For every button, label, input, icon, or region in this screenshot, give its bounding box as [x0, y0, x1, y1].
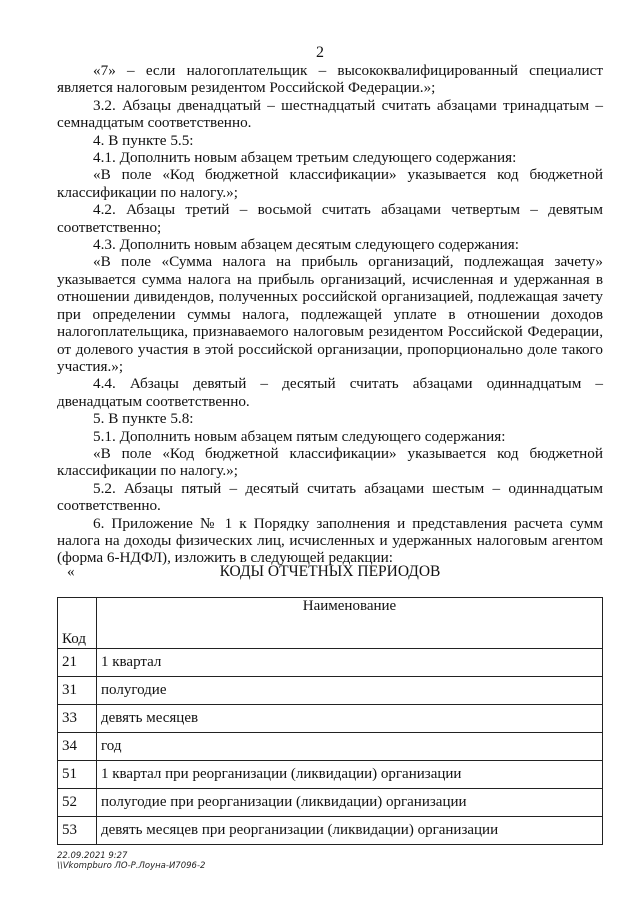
table-row — [58, 705, 603, 733]
paragraph: 6. Приложение № 1 к Порядку заполнения и представления расчета сумм налога на доходы физических лиц, исчисленных и удержанных налоговым агентом (форма 6-НДФЛ), изложить в следующей редакции: — [57, 514, 603, 567]
document-footer — [57, 851, 205, 871]
cell-code: 51 — [58, 761, 97, 789]
cell-code: 53 — [58, 817, 97, 845]
cell-name: полугодие при реорганизации (ликвидации) организации — [97, 789, 603, 817]
document-body — [57, 62, 603, 567]
cell-name: девять месяцев — [97, 705, 603, 733]
paragraph: 5.2. Абзацы пятый – десятый считать абзацами шестым – одиннадцатым соответственно. — [57, 479, 603, 515]
paragraph: «В поле «Код бюджетной классификации» указывается код бюджетной классификации по налогу.»; — [57, 166, 603, 201]
header-code: Код — [58, 598, 97, 649]
cell-code: 52 — [58, 789, 97, 817]
cell-name: 1 квартал при реорганизации (ликвидации) организации — [97, 761, 603, 789]
table-row — [58, 761, 603, 789]
paragraph: «В поле «Код бюджетной классификации» указывается код бюджетной классификации по налогу.»; — [57, 444, 603, 480]
paragraph: 5.1. Дополнить новым абзацем пятым следующего содержания: — [93, 427, 506, 445]
header-name: Наименование — [97, 598, 603, 649]
cell-name: 1 квартал — [97, 649, 603, 677]
paragraph: 4.2. Абзацы третий – восьмой считать абзацами четвертым – девятым соответственно; — [57, 201, 603, 236]
cell-code: 31 — [58, 677, 97, 705]
opening-quote: « — [67, 563, 75, 580]
paragraph: 4. В пункте 5.5: — [93, 131, 194, 149]
cell-name: год — [97, 733, 603, 761]
paragraph: 4.4. Абзацы девятый – десятый считать абзацами одиннадцатым – двенадцатым соответственно. — [57, 375, 603, 410]
paragraph: 4.3. Дополнить новым абзацем десятым следующего содержания: — [93, 236, 519, 254]
table-title: КОДЫ ОТЧЕТНЫХ ПЕРИОДОВ — [219, 563, 441, 580]
table-row — [58, 677, 603, 705]
table-row — [58, 733, 603, 761]
page-number: 2 — [316, 44, 324, 61]
table-header-row — [58, 598, 603, 649]
table-row — [58, 789, 603, 817]
footer-timestamp: 22.09.2021 9:27 — [57, 851, 128, 861]
cell-code: 33 — [58, 705, 97, 733]
cell-code: 34 — [58, 733, 97, 761]
cell-name: полугодие — [97, 677, 603, 705]
cell-name: девять месяцев при реорганизации (ликвидации) организации — [97, 817, 603, 845]
paragraph: 4.1. Дополнить новым абзацем третьим следующего содержания: — [93, 149, 517, 167]
reporting-periods-table — [57, 597, 603, 845]
footer-file-path: \\Vkompburo ЛО-Р.Лоуна-И7096-2 — [57, 861, 206, 871]
paragraph: 3.2. Абзацы двенадцатый – шестнадцатый считать абзацами тринадцатым – семнадцатым соответственно. — [57, 96, 603, 132]
paragraph: «В поле «Сумма налога на прибыль организаций, подлежащая зачету» указывается сумма налога на прибыль организаций, исчисленная и удержанная в отношении дивидендов, полученных российской организацией, подлежащая зачету при определении суммы налога, подлежащей уплате в отношении доходов налогоплательщика, признаваемого налоговым резидентом Российской Федерации, от долевого участия в этой российской организации, пропорционально доле такого участия.»; — [57, 253, 603, 375]
paragraph: «7» – если налогоплательщик – высококвалифицированный специалист является налоговым резидентом Российской Федерации.»; — [57, 62, 603, 97]
table-row — [58, 649, 603, 677]
table-row — [58, 817, 603, 845]
cell-code: 21 — [58, 649, 97, 677]
paragraph: 5. В пункте 5.8: — [93, 410, 194, 428]
